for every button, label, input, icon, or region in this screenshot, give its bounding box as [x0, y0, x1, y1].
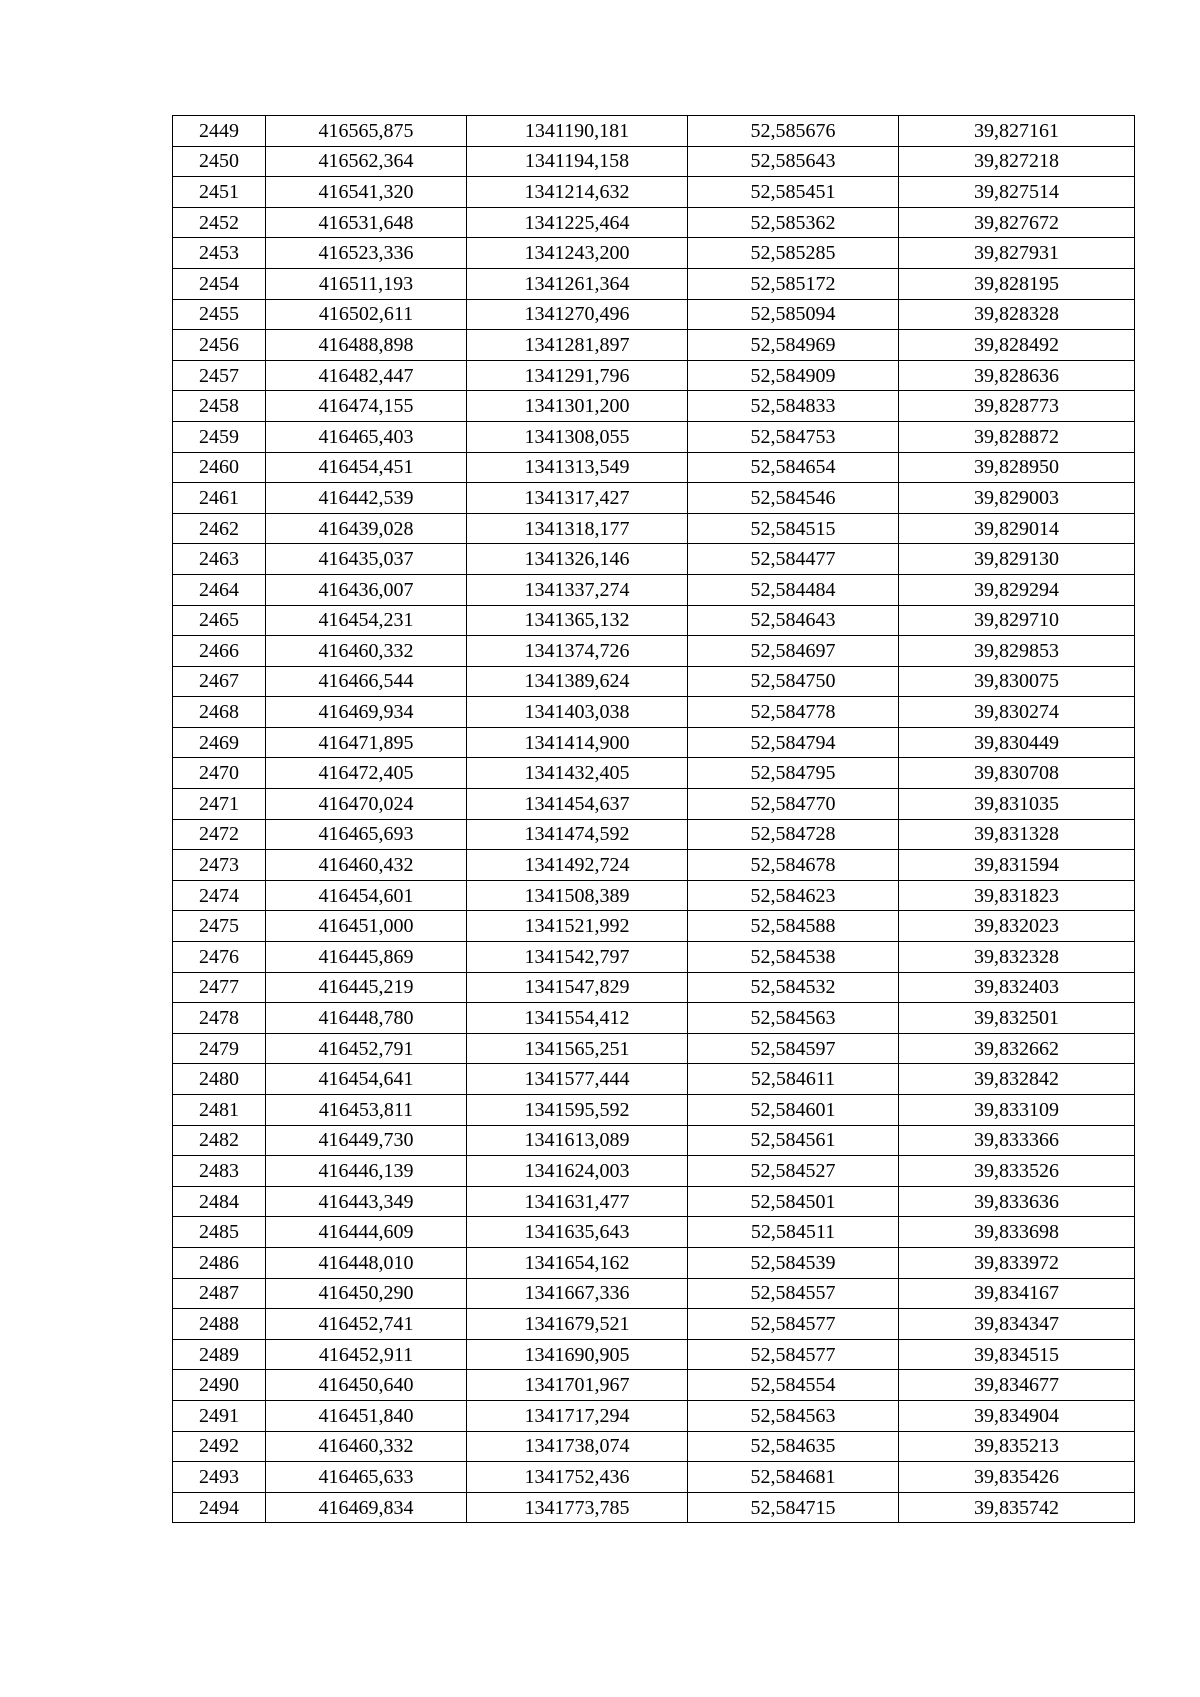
longitude-cell: 39,833366: [899, 1125, 1135, 1156]
y-coordinate-cell: 1341631,477: [467, 1186, 688, 1217]
y-coordinate-cell: 1341317,427: [467, 483, 688, 514]
point-number-cell: 2477: [173, 972, 266, 1003]
longitude-cell: 39,827931: [899, 238, 1135, 269]
latitude-cell: 52,584778: [688, 697, 899, 728]
x-coordinate-cell: 416469,934: [266, 697, 467, 728]
y-coordinate-cell: 1341554,412: [467, 1003, 688, 1034]
longitude-cell: 39,827161: [899, 116, 1135, 147]
point-number-cell: 2478: [173, 1003, 266, 1034]
y-coordinate-cell: 1341313,549: [467, 452, 688, 483]
table-row: [173, 972, 1135, 1003]
latitude-cell: 52,584635: [688, 1431, 899, 1462]
longitude-cell: 39,834904: [899, 1400, 1135, 1431]
table-row: [173, 758, 1135, 789]
x-coordinate-cell: 416531,648: [266, 207, 467, 238]
x-coordinate-cell: 416482,447: [266, 360, 467, 391]
table-row: [173, 1278, 1135, 1309]
point-number-cell: 2476: [173, 942, 266, 973]
longitude-cell: 39,835426: [899, 1462, 1135, 1493]
y-coordinate-cell: 1341613,089: [467, 1125, 688, 1156]
latitude-cell: 52,584601: [688, 1095, 899, 1126]
latitude-cell: 52,584623: [688, 880, 899, 911]
x-coordinate-cell: 416460,332: [266, 636, 467, 667]
y-coordinate-cell: 1341577,444: [467, 1064, 688, 1095]
longitude-cell: 39,828872: [899, 421, 1135, 452]
table-row: [173, 727, 1135, 758]
y-coordinate-cell: 1341337,274: [467, 574, 688, 605]
point-number-cell: 2484: [173, 1186, 266, 1217]
x-coordinate-cell: 416502,611: [266, 299, 467, 330]
longitude-cell: 39,830274: [899, 697, 1135, 728]
point-number-cell: 2479: [173, 1033, 266, 1064]
longitude-cell: 39,834677: [899, 1370, 1135, 1401]
latitude-cell: 52,584484: [688, 574, 899, 605]
point-number-cell: 2463: [173, 544, 266, 575]
y-coordinate-cell: 1341717,294: [467, 1400, 688, 1431]
longitude-cell: 39,832662: [899, 1033, 1135, 1064]
longitude-cell: 39,829014: [899, 513, 1135, 544]
x-coordinate-cell: 416450,640: [266, 1370, 467, 1401]
point-number-cell: 2475: [173, 911, 266, 942]
table-row: [173, 1370, 1135, 1401]
point-number-cell: 2460: [173, 452, 266, 483]
point-number-cell: 2471: [173, 789, 266, 820]
latitude-cell: 52,584546: [688, 483, 899, 514]
longitude-cell: 39,828773: [899, 391, 1135, 422]
x-coordinate-cell: 416469,834: [266, 1492, 467, 1523]
latitude-cell: 52,584909: [688, 360, 899, 391]
y-coordinate-cell: 1341474,592: [467, 819, 688, 850]
x-coordinate-cell: 416465,633: [266, 1462, 467, 1493]
y-coordinate-cell: 1341389,624: [467, 666, 688, 697]
x-coordinate-cell: 416449,730: [266, 1125, 467, 1156]
table-row: [173, 1003, 1135, 1034]
longitude-cell: 39,828636: [899, 360, 1135, 391]
latitude-cell: 52,584597: [688, 1033, 899, 1064]
table-row: [173, 1217, 1135, 1248]
table-row: [173, 911, 1135, 942]
table-row: [173, 421, 1135, 452]
table-row: [173, 850, 1135, 881]
latitude-cell: 52,584794: [688, 727, 899, 758]
table-row: [173, 1400, 1135, 1431]
point-number-cell: 2494: [173, 1492, 266, 1523]
y-coordinate-cell: 1341521,992: [467, 911, 688, 942]
x-coordinate-cell: 416445,869: [266, 942, 467, 973]
point-number-cell: 2449: [173, 116, 266, 147]
point-number-cell: 2483: [173, 1156, 266, 1187]
table-row: [173, 1095, 1135, 1126]
x-coordinate-cell: 416465,403: [266, 421, 467, 452]
y-coordinate-cell: 1341547,829: [467, 972, 688, 1003]
longitude-cell: 39,834167: [899, 1278, 1135, 1309]
longitude-cell: 39,834515: [899, 1339, 1135, 1370]
latitude-cell: 52,584501: [688, 1186, 899, 1217]
point-number-cell: 2493: [173, 1462, 266, 1493]
point-number-cell: 2456: [173, 330, 266, 361]
longitude-cell: 39,831823: [899, 880, 1135, 911]
y-coordinate-cell: 1341738,074: [467, 1431, 688, 1462]
table-row: [173, 177, 1135, 208]
point-number-cell: 2474: [173, 880, 266, 911]
point-number-cell: 2458: [173, 391, 266, 422]
x-coordinate-cell: 416454,601: [266, 880, 467, 911]
table-row: [173, 513, 1135, 544]
latitude-cell: 52,584678: [688, 850, 899, 881]
point-number-cell: 2486: [173, 1247, 266, 1278]
latitude-cell: 52,585285: [688, 238, 899, 269]
longitude-cell: 39,832403: [899, 972, 1135, 1003]
coordinates-table-body: [173, 116, 1135, 1523]
latitude-cell: 52,584770: [688, 789, 899, 820]
longitude-cell: 39,834347: [899, 1309, 1135, 1340]
table-row: [173, 391, 1135, 422]
latitude-cell: 52,585172: [688, 268, 899, 299]
point-number-cell: 2470: [173, 758, 266, 789]
y-coordinate-cell: 1341365,132: [467, 605, 688, 636]
table-row: [173, 544, 1135, 575]
table-row: [173, 207, 1135, 238]
y-coordinate-cell: 1341565,251: [467, 1033, 688, 1064]
table-row: [173, 1186, 1135, 1217]
latitude-cell: 52,585094: [688, 299, 899, 330]
y-coordinate-cell: 1341635,643: [467, 1217, 688, 1248]
table-row: [173, 1156, 1135, 1187]
table-row: [173, 268, 1135, 299]
y-coordinate-cell: 1341752,436: [467, 1462, 688, 1493]
point-number-cell: 2492: [173, 1431, 266, 1462]
point-number-cell: 2489: [173, 1339, 266, 1370]
longitude-cell: 39,827514: [899, 177, 1135, 208]
latitude-cell: 52,584515: [688, 513, 899, 544]
table-row: [173, 574, 1135, 605]
latitude-cell: 52,584538: [688, 942, 899, 973]
y-coordinate-cell: 1341679,521: [467, 1309, 688, 1340]
y-coordinate-cell: 1341454,637: [467, 789, 688, 820]
y-coordinate-cell: 1341595,592: [467, 1095, 688, 1126]
table-row: [173, 299, 1135, 330]
y-coordinate-cell: 1341542,797: [467, 942, 688, 973]
point-number-cell: 2487: [173, 1278, 266, 1309]
point-number-cell: 2455: [173, 299, 266, 330]
longitude-cell: 39,830075: [899, 666, 1135, 697]
latitude-cell: 52,584611: [688, 1064, 899, 1095]
longitude-cell: 39,832023: [899, 911, 1135, 942]
latitude-cell: 52,584577: [688, 1309, 899, 1340]
latitude-cell: 52,584715: [688, 1492, 899, 1523]
x-coordinate-cell: 416442,539: [266, 483, 467, 514]
table-row: [173, 116, 1135, 147]
x-coordinate-cell: 416453,811: [266, 1095, 467, 1126]
longitude-cell: 39,827218: [899, 146, 1135, 177]
latitude-cell: 52,585676: [688, 116, 899, 147]
table-row: [173, 1033, 1135, 1064]
point-number-cell: 2452: [173, 207, 266, 238]
y-coordinate-cell: 1341508,389: [467, 880, 688, 911]
point-number-cell: 2488: [173, 1309, 266, 1340]
longitude-cell: 39,832501: [899, 1003, 1135, 1034]
y-coordinate-cell: 1341243,200: [467, 238, 688, 269]
x-coordinate-cell: 416451,000: [266, 911, 467, 942]
table-row: [173, 330, 1135, 361]
latitude-cell: 52,584532: [688, 972, 899, 1003]
longitude-cell: 39,828328: [899, 299, 1135, 330]
x-coordinate-cell: 416541,320: [266, 177, 467, 208]
y-coordinate-cell: 1341701,967: [467, 1370, 688, 1401]
latitude-cell: 52,585451: [688, 177, 899, 208]
x-coordinate-cell: 416445,219: [266, 972, 467, 1003]
x-coordinate-cell: 416472,405: [266, 758, 467, 789]
table-row: [173, 697, 1135, 728]
y-coordinate-cell: 1341308,055: [467, 421, 688, 452]
longitude-cell: 39,833109: [899, 1095, 1135, 1126]
y-coordinate-cell: 1341270,496: [467, 299, 688, 330]
x-coordinate-cell: 416454,231: [266, 605, 467, 636]
y-coordinate-cell: 1341492,724: [467, 850, 688, 881]
longitude-cell: 39,833972: [899, 1247, 1135, 1278]
table-row: [173, 452, 1135, 483]
table-row: [173, 1431, 1135, 1462]
x-coordinate-cell: 416443,349: [266, 1186, 467, 1217]
latitude-cell: 52,584833: [688, 391, 899, 422]
x-coordinate-cell: 416466,544: [266, 666, 467, 697]
x-coordinate-cell: 416452,911: [266, 1339, 467, 1370]
latitude-cell: 52,584681: [688, 1462, 899, 1493]
x-coordinate-cell: 416460,332: [266, 1431, 467, 1462]
latitude-cell: 52,585643: [688, 146, 899, 177]
y-coordinate-cell: 1341773,785: [467, 1492, 688, 1523]
longitude-cell: 39,829003: [899, 483, 1135, 514]
x-coordinate-cell: 416465,693: [266, 819, 467, 850]
y-coordinate-cell: 1341281,897: [467, 330, 688, 361]
latitude-cell: 52,584511: [688, 1217, 899, 1248]
point-number-cell: 2459: [173, 421, 266, 452]
x-coordinate-cell: 416435,037: [266, 544, 467, 575]
longitude-cell: 39,833526: [899, 1156, 1135, 1187]
x-coordinate-cell: 416454,641: [266, 1064, 467, 1095]
x-coordinate-cell: 416474,155: [266, 391, 467, 422]
table-row: [173, 819, 1135, 850]
y-coordinate-cell: 1341261,364: [467, 268, 688, 299]
point-number-cell: 2472: [173, 819, 266, 850]
x-coordinate-cell: 416511,193: [266, 268, 467, 299]
latitude-cell: 52,584750: [688, 666, 899, 697]
latitude-cell: 52,585362: [688, 207, 899, 238]
longitude-cell: 39,832842: [899, 1064, 1135, 1095]
longitude-cell: 39,829710: [899, 605, 1135, 636]
table-row: [173, 1309, 1135, 1340]
latitude-cell: 52,584654: [688, 452, 899, 483]
y-coordinate-cell: 1341654,162: [467, 1247, 688, 1278]
x-coordinate-cell: 416439,028: [266, 513, 467, 544]
y-coordinate-cell: 1341318,177: [467, 513, 688, 544]
y-coordinate-cell: 1341194,158: [467, 146, 688, 177]
x-coordinate-cell: 416448,780: [266, 1003, 467, 1034]
latitude-cell: 52,584554: [688, 1370, 899, 1401]
y-coordinate-cell: 1341301,200: [467, 391, 688, 422]
x-coordinate-cell: 416565,875: [266, 116, 467, 147]
table-row: [173, 666, 1135, 697]
table-row: [173, 238, 1135, 269]
longitude-cell: 39,830449: [899, 727, 1135, 758]
latitude-cell: 52,584588: [688, 911, 899, 942]
table-row: [173, 636, 1135, 667]
y-coordinate-cell: 1341214,632: [467, 177, 688, 208]
x-coordinate-cell: 416450,290: [266, 1278, 467, 1309]
longitude-cell: 39,827672: [899, 207, 1135, 238]
table-row: [173, 1125, 1135, 1156]
x-coordinate-cell: 416470,024: [266, 789, 467, 820]
x-coordinate-cell: 416488,898: [266, 330, 467, 361]
latitude-cell: 52,584539: [688, 1247, 899, 1278]
x-coordinate-cell: 416562,364: [266, 146, 467, 177]
longitude-cell: 39,828950: [899, 452, 1135, 483]
x-coordinate-cell: 416446,139: [266, 1156, 467, 1187]
latitude-cell: 52,584697: [688, 636, 899, 667]
coordinates-table: [172, 115, 1135, 1523]
x-coordinate-cell: 416452,791: [266, 1033, 467, 1064]
table-row: [173, 360, 1135, 391]
x-coordinate-cell: 416454,451: [266, 452, 467, 483]
point-number-cell: 2491: [173, 1400, 266, 1431]
latitude-cell: 52,584527: [688, 1156, 899, 1187]
point-number-cell: 2461: [173, 483, 266, 514]
table-row: [173, 1492, 1135, 1523]
point-number-cell: 2469: [173, 727, 266, 758]
longitude-cell: 39,835213: [899, 1431, 1135, 1462]
point-number-cell: 2481: [173, 1095, 266, 1126]
longitude-cell: 39,831328: [899, 819, 1135, 850]
y-coordinate-cell: 1341403,038: [467, 697, 688, 728]
y-coordinate-cell: 1341291,796: [467, 360, 688, 391]
y-coordinate-cell: 1341225,464: [467, 207, 688, 238]
longitude-cell: 39,832328: [899, 942, 1135, 973]
point-number-cell: 2450: [173, 146, 266, 177]
table-row: [173, 483, 1135, 514]
y-coordinate-cell: 1341414,900: [467, 727, 688, 758]
table-row: [173, 605, 1135, 636]
table-row: [173, 942, 1135, 973]
longitude-cell: 39,833636: [899, 1186, 1135, 1217]
point-number-cell: 2473: [173, 850, 266, 881]
point-number-cell: 2466: [173, 636, 266, 667]
point-number-cell: 2464: [173, 574, 266, 605]
point-number-cell: 2468: [173, 697, 266, 728]
x-coordinate-cell: 416460,432: [266, 850, 467, 881]
latitude-cell: 52,584477: [688, 544, 899, 575]
point-number-cell: 2451: [173, 177, 266, 208]
longitude-cell: 39,828195: [899, 268, 1135, 299]
x-coordinate-cell: 416451,840: [266, 1400, 467, 1431]
x-coordinate-cell: 416471,895: [266, 727, 467, 758]
longitude-cell: 39,831594: [899, 850, 1135, 881]
point-number-cell: 2453: [173, 238, 266, 269]
point-number-cell: 2480: [173, 1064, 266, 1095]
x-coordinate-cell: 416523,336: [266, 238, 467, 269]
latitude-cell: 52,584577: [688, 1339, 899, 1370]
latitude-cell: 52,584969: [688, 330, 899, 361]
point-number-cell: 2454: [173, 268, 266, 299]
point-number-cell: 2482: [173, 1125, 266, 1156]
latitude-cell: 52,584728: [688, 819, 899, 850]
y-coordinate-cell: 1341667,336: [467, 1278, 688, 1309]
x-coordinate-cell: 416444,609: [266, 1217, 467, 1248]
y-coordinate-cell: 1341624,003: [467, 1156, 688, 1187]
latitude-cell: 52,584557: [688, 1278, 899, 1309]
y-coordinate-cell: 1341690,905: [467, 1339, 688, 1370]
x-coordinate-cell: 416436,007: [266, 574, 467, 605]
x-coordinate-cell: 416448,010: [266, 1247, 467, 1278]
longitude-cell: 39,835742: [899, 1492, 1135, 1523]
longitude-cell: 39,833698: [899, 1217, 1135, 1248]
latitude-cell: 52,584643: [688, 605, 899, 636]
table-row: [173, 789, 1135, 820]
table-row: [173, 1339, 1135, 1370]
longitude-cell: 39,829853: [899, 636, 1135, 667]
longitude-cell: 39,828492: [899, 330, 1135, 361]
table-row: [173, 1247, 1135, 1278]
point-number-cell: 2457: [173, 360, 266, 391]
longitude-cell: 39,831035: [899, 789, 1135, 820]
y-coordinate-cell: 1341326,146: [467, 544, 688, 575]
y-coordinate-cell: 1341432,405: [467, 758, 688, 789]
table-row: [173, 1462, 1135, 1493]
latitude-cell: 52,584561: [688, 1125, 899, 1156]
longitude-cell: 39,829294: [899, 574, 1135, 605]
y-coordinate-cell: 1341190,181: [467, 116, 688, 147]
point-number-cell: 2485: [173, 1217, 266, 1248]
point-number-cell: 2465: [173, 605, 266, 636]
x-coordinate-cell: 416452,741: [266, 1309, 467, 1340]
point-number-cell: 2462: [173, 513, 266, 544]
longitude-cell: 39,829130: [899, 544, 1135, 575]
table-row: [173, 1064, 1135, 1095]
table-row: [173, 146, 1135, 177]
latitude-cell: 52,584753: [688, 421, 899, 452]
latitude-cell: 52,584563: [688, 1400, 899, 1431]
latitude-cell: 52,584795: [688, 758, 899, 789]
longitude-cell: 39,830708: [899, 758, 1135, 789]
table-row: [173, 880, 1135, 911]
latitude-cell: 52,584563: [688, 1003, 899, 1034]
point-number-cell: 2467: [173, 666, 266, 697]
point-number-cell: 2490: [173, 1370, 266, 1401]
y-coordinate-cell: 1341374,726: [467, 636, 688, 667]
